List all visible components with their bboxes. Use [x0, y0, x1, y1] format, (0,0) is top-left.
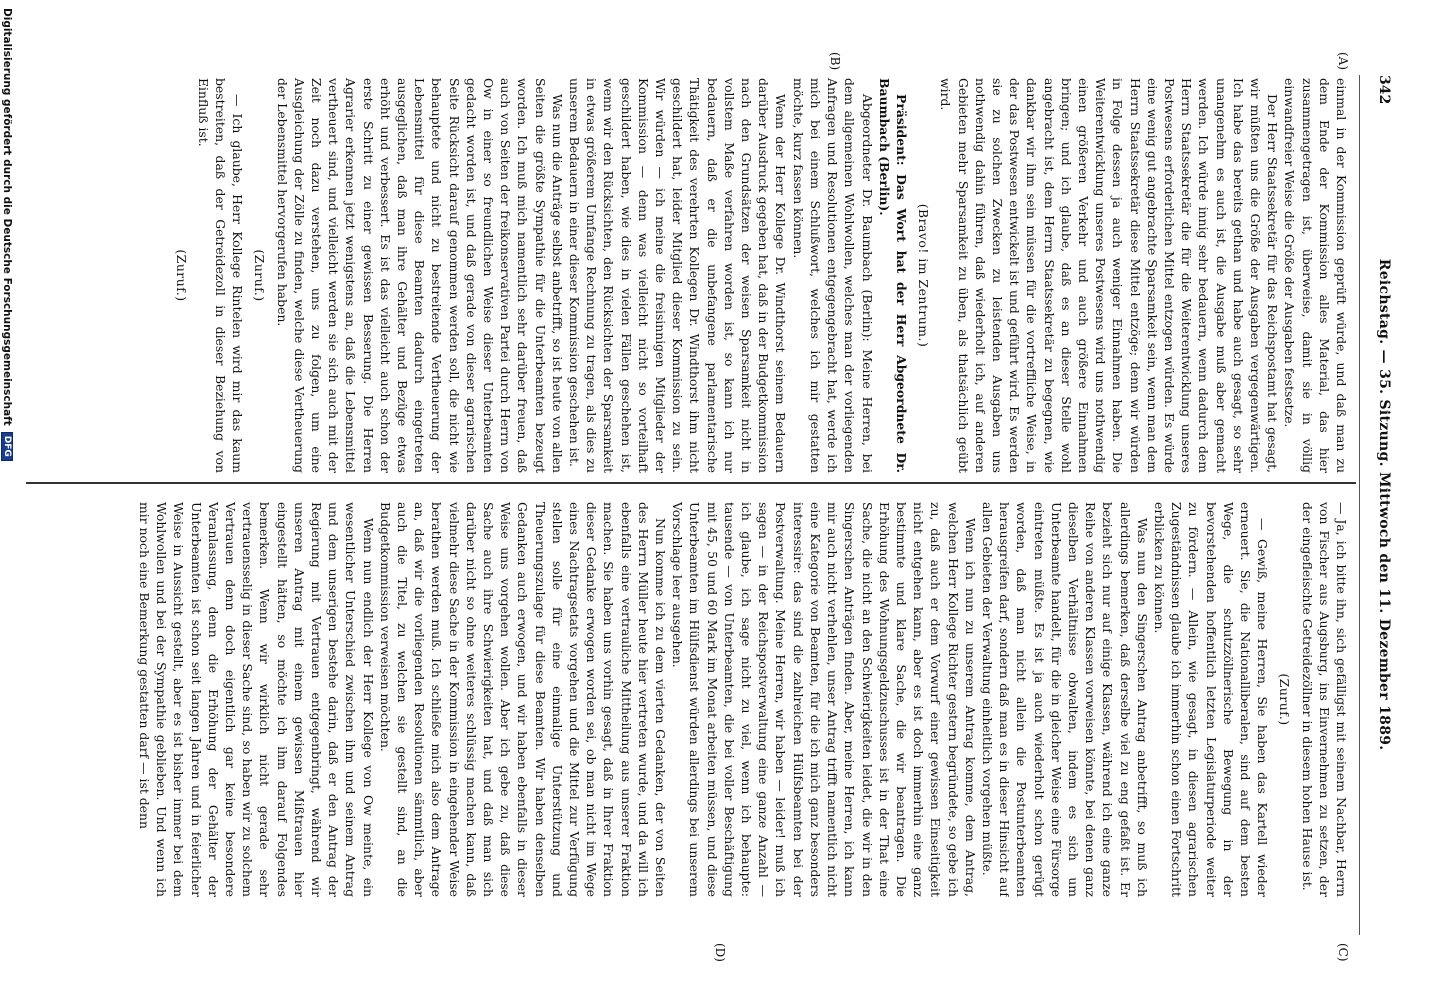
margin-mark-c: (C): [1336, 943, 1350, 962]
paragraph: Was nun die Anträge selbst anbetrifft, so ist heute von allen Seiten die größte Sympathie für die Unterbeamten bezeugt worden. Ich muß mich namentlich sehr darüber freuen, daß auch von Seiten der freikonservativen Partei durch Herrn von Ow in einer so freundlichen Weise dieser Unterbeamten gedacht worden ist, und daß gerade von dieser agrarischen Seite Rücksicht darauf genommen werden soll, die nicht wie behauptete und nicht zu bestreitende Vertheuerung der Lebensmittel für diese Beamten dadurch eingetreten ausgeglichen, daß man ihre Gehälter und Bezüge etwas erhöht und verbessert. Es ist das vielleicht auch schon der erste Schritt zu einer gewissen Besserung. Die Herren Agrarier erkennen jetzt wenigstens an, daß die Lebensmittel vertheuert sind, und vielleicht werden sie sich auch mit der Zeit noch dazu verstehen, uns zu folgen, um eine Ausgleichung der Zölle zu finden, welche diese Vertheuerung der Lebensmittel hervorgerufen haben.: [274, 78, 565, 473]
paragraph: einmal in der Kommission geprüft würde, und daß man zu dem Ende der Kommission alles Material, das hier zusammengetragen ist, überweise, damit sie in völlig einwandfreier Weise die Größe der Ausgaben festsetze.: [1282, 78, 1349, 473]
paragraph: Abgeordneter Dr. Baumbach (Berlin): Meine Herren, bei dem allgemeinen Wohlwollen, welches man der vorliegenden Anfragen und Resolutionen entgegengebracht hat, werde ich mich bei einem Schlußwort, welches ich mir gestatten möchte, kurz fassen können.: [790, 78, 875, 473]
column-divider: [26, 482, 1356, 484]
margin-mark-a: (A): [1336, 52, 1350, 71]
page-header: [1366, 75, 1392, 935]
digitization-footer: [0, 0, 14, 1008]
speaker-line: Präsident: Das Wort hat der Herr Abgeordnete Dr. Baumbach (Berlin).: [876, 78, 909, 473]
interjection: (Zuruf.): [173, 249, 189, 302]
paragraph: Wenn der Herr Kollege Dr. Windthorst seinem Bedauern darüber Ausdruck gegeben hat, daß in der Budgetkommission nach den Grundsätzen der weisen Sparsamkeit nicht in vollstem Maße verfahren worden ist, so kann ich nur bedauern, daß er die unbefangene parlamentarische Thätigkeit des verehrten Kollegen Dr. Windthorst ihm nicht geschildert hat, leider Mitglied dieser Kommission zu sein. Wir würden — ich meine die freisinnigen Mitglieder der Kommission — denn was vielleicht nicht so vorteilhaft geschildert haben, wie dies in vielen Fällen geschehen ist, wenn wir den Rücksichten, den Rücksichten der Sparsamkeit in etwas größerem Umfange Rechnung zu tragen, als dies zu unserem Bedauern in einer dieser Kommission geschehen ist.: [567, 78, 789, 473]
page-number: 342: [1376, 75, 1392, 105]
paragraph: — Ich glaube, Herr Kollege Rintelen wird mir das kaum bestreiten, daß der Getreidezoll in dieser Beziehung von Einfluß ist.: [195, 78, 246, 473]
paragraph: — Ja, ich bitte ihn, sich gefälligst mit seinem Nachbar, Herrn von Fischer aus Augsburg, ins Einvernehmen zu setzen, der der eingefleischte Getreidezöllner in diesem hohen Hause ist.: [1299, 502, 1349, 897]
paragraph: Was nun den Singerschen Antrag anbetrifft, so muß ich allerdings bemerken, daß derselbe viel zu eng gefaßt ist. Er bezieht sich nur auf einige Klassen, während ich eine ganze Reihe von anderen Klassen vorweisen könnte, bei denen ganz dieselben Verhältnisse obwalten, indem es sich um Unterbeamte handelt, für die in gleicher Weise eine Fürsorge eintreten müßte. Es ist ja auch wiederholt schon gerügt worden, daß man nicht allein die Postunterbeamten herausgreifen darf, sondern daß man es in dieser Hinsicht auf allen Gebieten der Verwaltung einheitlich vorgehen müßte.: [979, 502, 1150, 897]
dfg-logo-icon: DFG: [1, 432, 13, 461]
margin-mark-b: (B): [828, 52, 842, 71]
right-column: [20, 502, 1350, 897]
paragraph: — Gewiß, meine Herren, Sie haben das Kartell wieder erneuert. Sie, die Nationalliberalen, sind auf dem besten Wege, die schutzzöllnerische Bewegung in der bevorstehenden hoffentlich letzten Legislaturperiode weiter zu fördern. — Allein, wie gesagt, in diesen agrarischen Zugeständnissen glaube ich immerhin schon einen Fortschritt erblicken zu können.: [1151, 502, 1271, 897]
left-column: [20, 78, 1350, 473]
interjection: (Zuruf.): [252, 249, 268, 302]
header-rule: [1359, 75, 1360, 935]
paragraph: Nun komme ich zu dem vierten Gedanken, der von Seiten des Herrn Müller heute hier vertreten wurde, und da will ich ebenfalls eine vertrauliche Mittheilung aus unserer Fraktion machen. Sie haben uns vorhin gesagt, daß in Ihrer Fraktion dieser Gedanke erwogen worden sei, ob man nicht im Wege eines Nachtragsetats vorgehen und die Mittel zur Verfügung stellen solle für eine einmalige Unterstützung und Theuerungszulage für diese Beamten. Wir haben denselben Gedanken auch erwogen, und wir haben ebenfalls in dieser Weise uns vorgehen wollen. Aber ich gebe zu, daß diese Sache auch ihre Schwierigkeiten hat, und daß man sich darüber nicht so ohne weiteres schlüssig machen kann, daß vielmehr diese Sache in der Kommission in eingehender Weise berathen werden muß. Ich schließe mich also dem Antrage an, daß wir die vorliegenden Resolutionen sämmtlich, aber auch die Titel, zu welchen sie gestellt sind, an die Budgetkommission verweisen möchten.: [377, 502, 669, 897]
interjection: (Zuruf.): [1277, 673, 1293, 726]
footer-text: Digitalisierung gefördert durch die Deutsche Forschungsgemeinschaft: [1, 8, 13, 426]
paragraph: Wenn ich nun zu unserem Antrag komme, dem Antrag, welchen Herr Kollege Richter gestern begründete, so gebe ich zu, daß auch er dem Vorwurf einer gewissen Einseitigkeit nicht entgehen kann, aber es ist doch immerhin eine ganz bestimmte und klare Sache, die wir beantragen. Die Erhöhung des Wohnungsgeldzuschusses ist in der That eine Sache, die nicht an den Schwierigkeiten leidet, die wir in den Singerschen Anträgen finden. Aber, meine Herren, ich kann mir auch nicht verhehlen, unser Antrag trifft namentlich nicht eine Kategorie von Beamten, für die ich mich ganz besonders interessire: das sind die zahlreichen Hülfsbeamten bei der Postverwaltung. Meine Herren, wir haben — leider! muß ich sagen — in der Reichspostverwaltung eine ganze Anzahl — ich glaube, ich sage nicht zu viel, wenn ich behaupte: tausende — von Unterbeamten, die bei voller Beschäftigung mit 45, 50 und 60 Mark im Monat arbeiten müssen, und diese Unterbeamten im Hülfsdienst würden allerdings bei unserem Vorschlage leer ausgehen.: [670, 502, 978, 897]
margin-mark-d: (D): [713, 943, 727, 962]
interjection: (Bravo! im Zentrum.): [916, 203, 932, 348]
paragraph: Wenn nun endlich der Herr Kollege von Ow meinte, ein wesentlicher Unterschied zwischen ihm und seinem Antrag und dem unserigen bestehe darin, daß er den Antrag der Regierung mit Vertrauen entgegenbringt, während wir unseren Antrag mit einem gewissen Mißtrauen hier eingestellt hätten, so möchte ich ihm darauf Folgendes bemerken. Wenn wir wirklich nicht gerade sehr vertrauensselig in dieser Sache sind, so haben wir zu solchem Vertrauen denn doch eigentlich gar keine besondere Veranlassung, denn die Erhöhung der Gehälter der Unterbeamten ist schon seit langen Jahren und in feierlicher Weise in Aussicht gestellt, aber es ist bisher immer bei dem Wohlwollen und bei der Sympathie geblieben. Und wenn ich mir noch eine Bemerkung gestatten darf — ist denn: [136, 502, 376, 897]
paragraph: Der Herr Staatssekretär für das Reichspostamt hat gesagt, wir müßten uns die Größe der Ausgaben vergegenwärtigen. Ich habe das bereits gethan und habe auch gesagt, so sehr unangenehm es auch ist, die Ausgabe muß aber gemacht werden. Ich würde innig sehr bedauern, wenn dadurch dem Herrn Staatssekretär die für die Weiterentwicklung unseres Postwesens erforderlichen Mittel entzogen würden. Es würde eine wenig gut angebrachte Sparsamkeit sein, wenn man dem Herrn Staatssekretär diese Mittel entzöge; denn wir würden in Folge dessen ja auch weniger Einnahmen haben. Die Weiterentwicklung unseres Postwesens wird uns nothwendig einen größeren Verkehr und auch größere Einnahmen bringen; und ich glaube, daß es an dieser Stelle wohl angebracht ist, dem Herrn Staatssekretär zu begegnen, wie dankbar wir ihm sein müssen für die vortreffliche Weise, in der das Postwesen entwickelt ist und geführt wird. Es werden sie zu solchen Zwecken zu leistenden Ausgaben uns nothwendig dahin führen, daß wiederholt ich, auf anderen Gebieten mehr Sparsamkeit zu üben, als thatsächlich geübt wird.: [938, 78, 1281, 473]
page-title: Reichstag. — 35. Sitzung. Mittwoch den 11. Dezember 1889.: [1376, 258, 1392, 751]
